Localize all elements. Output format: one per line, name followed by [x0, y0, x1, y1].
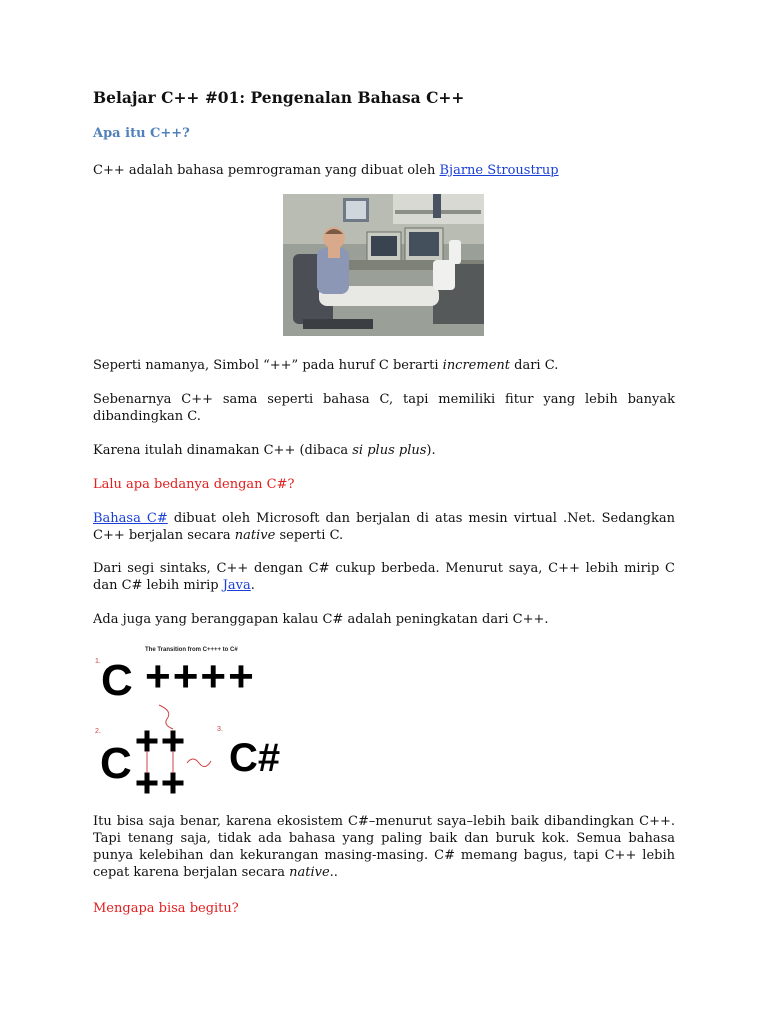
bahasa-cs-text-a: dibuat oleh Microsoft dan berjalan di atas mesin virtual .Net. Sedangkan C++ berjalan secara [93, 511, 675, 543]
paragraph-sintaks [93, 560, 675, 594]
sintaks-text-a: Dari segi sintaks, C++ dengan C# cukup berbeda. Menurut saya, C++ lebih mirip C dan C# lebih mirip [93, 561, 675, 593]
figure-big-c-1: C [101, 656, 133, 705]
bahasa-cs-text-b: seperti C. [275, 528, 344, 543]
heading-apa-itu: Apa itu C++? [93, 126, 190, 141]
paragraph-ekosistem [93, 813, 675, 881]
heading-bedanya: Lalu apa bedanya dengan C#? [93, 477, 295, 492]
heading-mengapa: Mengapa bisa begitu? [93, 901, 239, 916]
paragraph-anggapan: Ada juga yang beranggapan kalau C# adalah peningkatan dari C++. [93, 612, 549, 627]
paragraph-intro [93, 162, 675, 179]
figure-plus-row: ++++ [145, 652, 256, 701]
paragraph-bahasa-cs [93, 510, 675, 544]
karena-emphasis: si plus plus [352, 443, 427, 458]
figure-big-c-2: C [100, 739, 132, 788]
bahasa-cs-emphasis: native [234, 528, 276, 543]
figure-cpp-to-csharp [93, 645, 308, 800]
simbol-text-a: Seperti namanya, Simbol “++” pada huruf C berarti [93, 358, 443, 373]
karena-text-b: ). [426, 443, 436, 458]
ekosistem-text-b: .. [329, 865, 338, 880]
figure-stacked-plus [139, 733, 181, 791]
figure-step-3: 3. [217, 726, 223, 733]
simbol-text-b: dari C. [510, 358, 559, 373]
paragraph-simbol [93, 357, 675, 374]
figure-step-1: 1. [95, 658, 101, 665]
photo-bjarne-stroustrup [283, 194, 484, 336]
paragraph-sebenarnya: Sebenarnya C++ sama seperti bahasa C, tapi memiliki fitur yang lebih banyak dibandingkan C. [93, 392, 675, 424]
ekosistem-text-a: Itu bisa saja benar, karena ekosistem C#–menurut saya–lebih baik dibandingkan C++. Tapi tenang saja, tidak ada bahasa yang paling baik dan buruk kok. Semua bahasa punya kelebihan dan kekurangan masing-masing. C# memang bagus, tapi C++ lebih cepat karena berjalan secara [93, 814, 675, 880]
link-bahasa-cs[interactable]: Bahasa C# [93, 511, 168, 526]
simbol-emphasis: increment [442, 358, 510, 373]
paragraph-karena [93, 442, 675, 459]
figure-step-2: 2. [95, 728, 101, 735]
page-title: Belajar C++ #01: Pengenalan Bahasa C++ [93, 88, 465, 107]
photo-illustration [283, 194, 484, 336]
sintaks-text-b: . [250, 578, 255, 593]
karena-text-a: Karena itulah dinamakan C++ (dibaca [93, 443, 353, 458]
link-bjarne-stroustrup[interactable]: Bjarne Stroustrup [439, 163, 559, 178]
intro-text: C++ adalah bahasa pemrograman yang dibuat oleh [93, 163, 440, 178]
ekosistem-emphasis: native [289, 865, 330, 880]
figure-big-csharp: C# [229, 736, 281, 780]
figure-caption: The Transition from C++++ to C# [145, 647, 238, 653]
link-java[interactable]: Java [222, 578, 251, 593]
